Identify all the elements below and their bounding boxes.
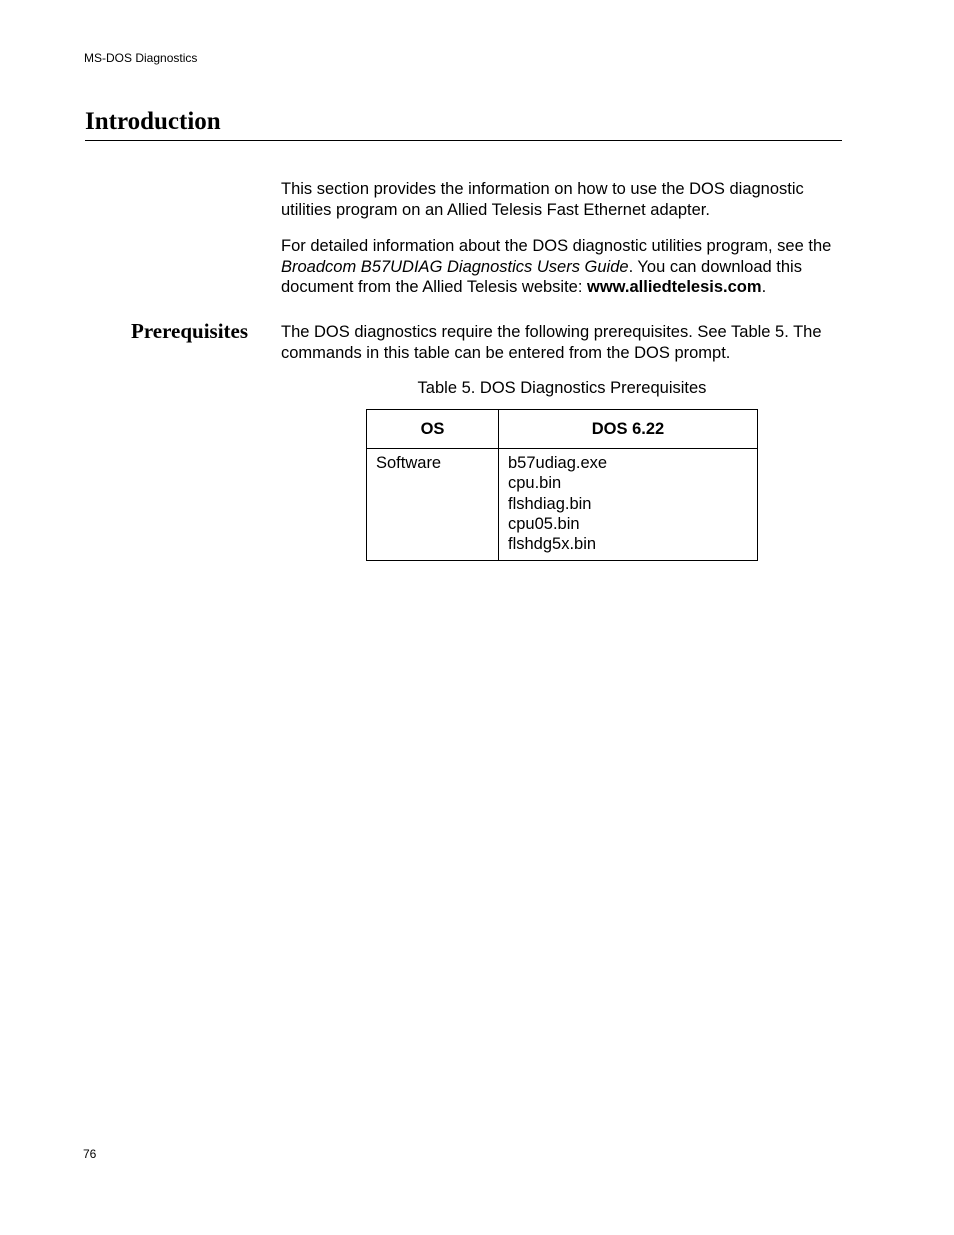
reference-text-end: . xyxy=(761,278,767,296)
table-row xyxy=(367,449,758,561)
file-item: b57udiag.exe xyxy=(508,454,608,472)
website-link: www.alliedtelesis.com xyxy=(587,278,762,296)
section-title: Introduction xyxy=(85,108,221,135)
reference-text-middle: . You can download this document from the Allied Telesis website: xyxy=(281,257,802,296)
reference-text-start: For detailed information about the DOS diagnostic utilities program, see the xyxy=(281,237,832,255)
file-item: cpu.bin xyxy=(508,474,562,493)
table-caption: Table 5. DOS Diagnostics Prerequisites xyxy=(417,379,707,397)
header-os: OS xyxy=(367,410,499,449)
guide-title: Broadcom B57UDIAG Diagnostics Users Guide xyxy=(281,257,629,276)
reference-paragraph xyxy=(281,236,846,298)
row-label-software: Software xyxy=(367,449,499,561)
file-item: flshdiag.bin xyxy=(508,494,592,513)
software-files-cell xyxy=(499,449,758,561)
intro-paragraph: This section provides the information on how to use the DOS diagnostic utilities program on an Allied Telesis Fast Ethernet adapter. xyxy=(281,180,804,219)
title-rule xyxy=(85,140,842,141)
table-header-row xyxy=(367,410,758,449)
header-dos-version: DOS 6.22 xyxy=(499,410,758,449)
page-number: 76 xyxy=(83,1147,97,1161)
file-item: flshdg5x.bin xyxy=(508,535,597,554)
file-item: cpu05.bin xyxy=(508,514,580,533)
prerequisites-heading: Prerequisites xyxy=(131,319,249,343)
prerequisites-table xyxy=(366,409,758,561)
running-header: MS-DOS Diagnostics xyxy=(84,51,198,65)
prerequisites-paragraph: The DOS diagnostics require the following prerequisites. See Table 5. The commands in this table can be entered from the DOS prompt. xyxy=(281,323,822,362)
